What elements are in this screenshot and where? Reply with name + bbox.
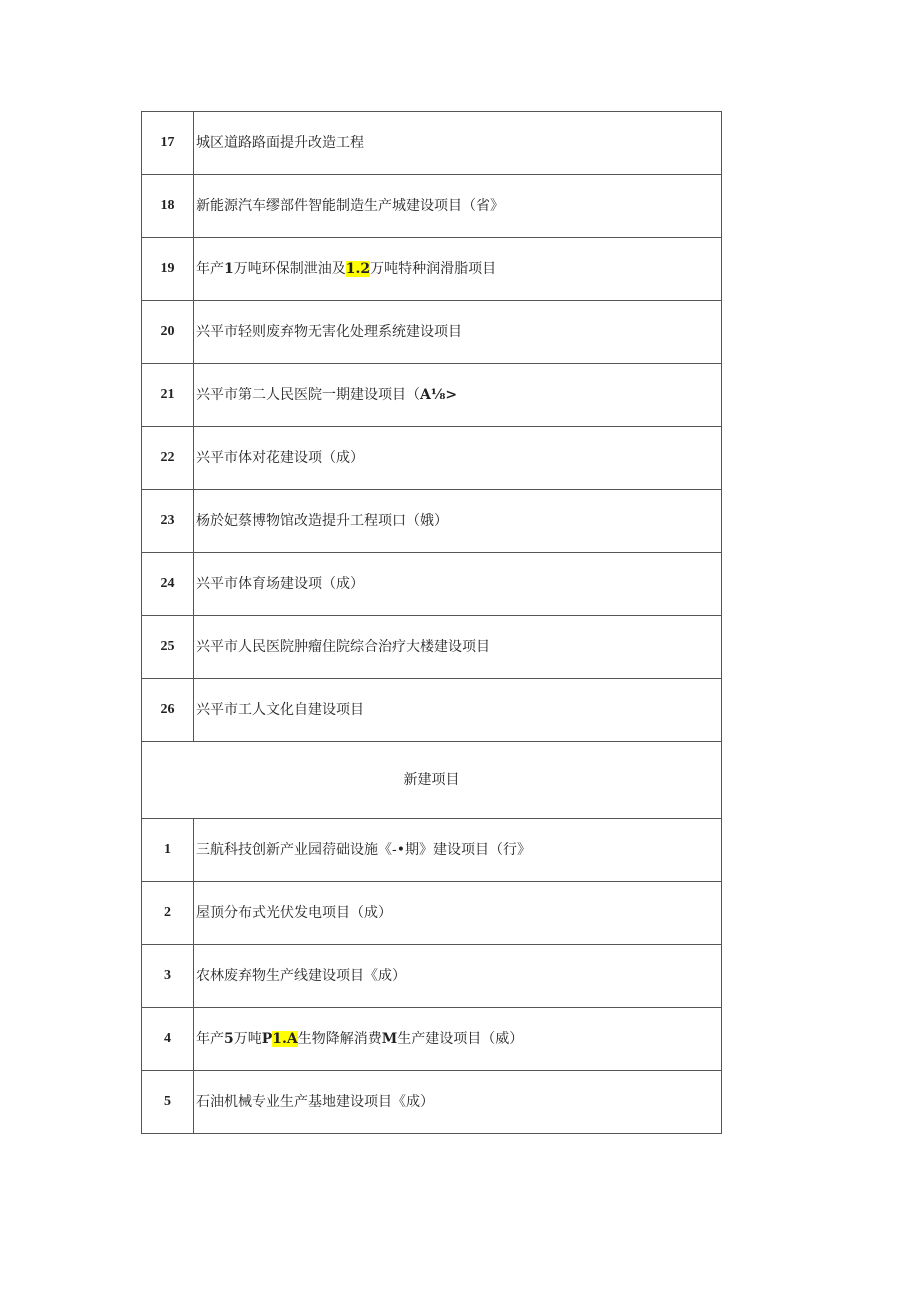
table-row — [142, 553, 722, 616]
row-number: 17 — [142, 112, 194, 175]
row-number: 18 — [142, 175, 194, 238]
highlighted-text: 1.2 — [345, 261, 371, 277]
section-title: 新建项目 — [142, 742, 722, 819]
table-row — [142, 1071, 722, 1134]
project-name: 年产1万吨环保制泄油及1.2万吨特种润滑脂项目 — [194, 238, 722, 301]
row-number: 24 — [142, 553, 194, 616]
row-number: 20 — [142, 301, 194, 364]
row-number: 5 — [142, 1071, 194, 1134]
row-number: 19 — [142, 238, 194, 301]
row-number: 25 — [142, 616, 194, 679]
table-row — [142, 1008, 722, 1071]
table-row — [142, 301, 722, 364]
project-name: 屋顶分布式光伏发电项目（成） — [194, 882, 722, 945]
row-number: 26 — [142, 679, 194, 742]
project-name: 兴平市体对花建设项（成） — [194, 427, 722, 490]
row-number: 21 — [142, 364, 194, 427]
table-row — [142, 945, 722, 1008]
table-row — [142, 490, 722, 553]
table-row — [142, 882, 722, 945]
row-number: 1 — [142, 819, 194, 882]
row-number: 22 — [142, 427, 194, 490]
row-number: 2 — [142, 882, 194, 945]
project-name: 兴平市人民医院肿瘤住院综合治疗大楼建设项目 — [194, 616, 722, 679]
table-row — [142, 616, 722, 679]
project-name: 兴平市工人文化自建设项目 — [194, 679, 722, 742]
highlighted-text: 1.A — [272, 1031, 298, 1047]
project-name: 兴平市第二人民医院一期建设项目（A⅛> — [194, 364, 722, 427]
project-name: 杨於妃蔡博物馆改造提升工程项口（娥） — [194, 490, 722, 553]
project-table — [141, 111, 722, 1134]
table-row — [142, 679, 722, 742]
project-name: 兴平市体育场建设项（成） — [194, 553, 722, 616]
project-name: 年产5万吨P1.A生物降解消费M生产建设项目（威） — [194, 1008, 722, 1071]
row-number: 3 — [142, 945, 194, 1008]
row-number: 4 — [142, 1008, 194, 1071]
table-row — [142, 112, 722, 175]
project-name: 石油机械专业生产基地建设项目《成） — [194, 1071, 722, 1134]
project-name: 城区道路路面提升改造工程 — [194, 112, 722, 175]
section-header-row — [142, 742, 722, 819]
table-row — [142, 175, 722, 238]
table-row — [142, 238, 722, 301]
table-row — [142, 364, 722, 427]
project-name: 三航科技创新产业园葕础设施《-•期》建设项目（行》 — [194, 819, 722, 882]
project-name: 新能源汽车缪部件智能制造生产城建设项目（省》 — [194, 175, 722, 238]
row-number: 23 — [142, 490, 194, 553]
table-row — [142, 819, 722, 882]
table-row — [142, 427, 722, 490]
project-name: 农林废弃物生产线建设项目《成） — [194, 945, 722, 1008]
project-name: 兴平市轻则废弃物无害化处理系统建设项目 — [194, 301, 722, 364]
